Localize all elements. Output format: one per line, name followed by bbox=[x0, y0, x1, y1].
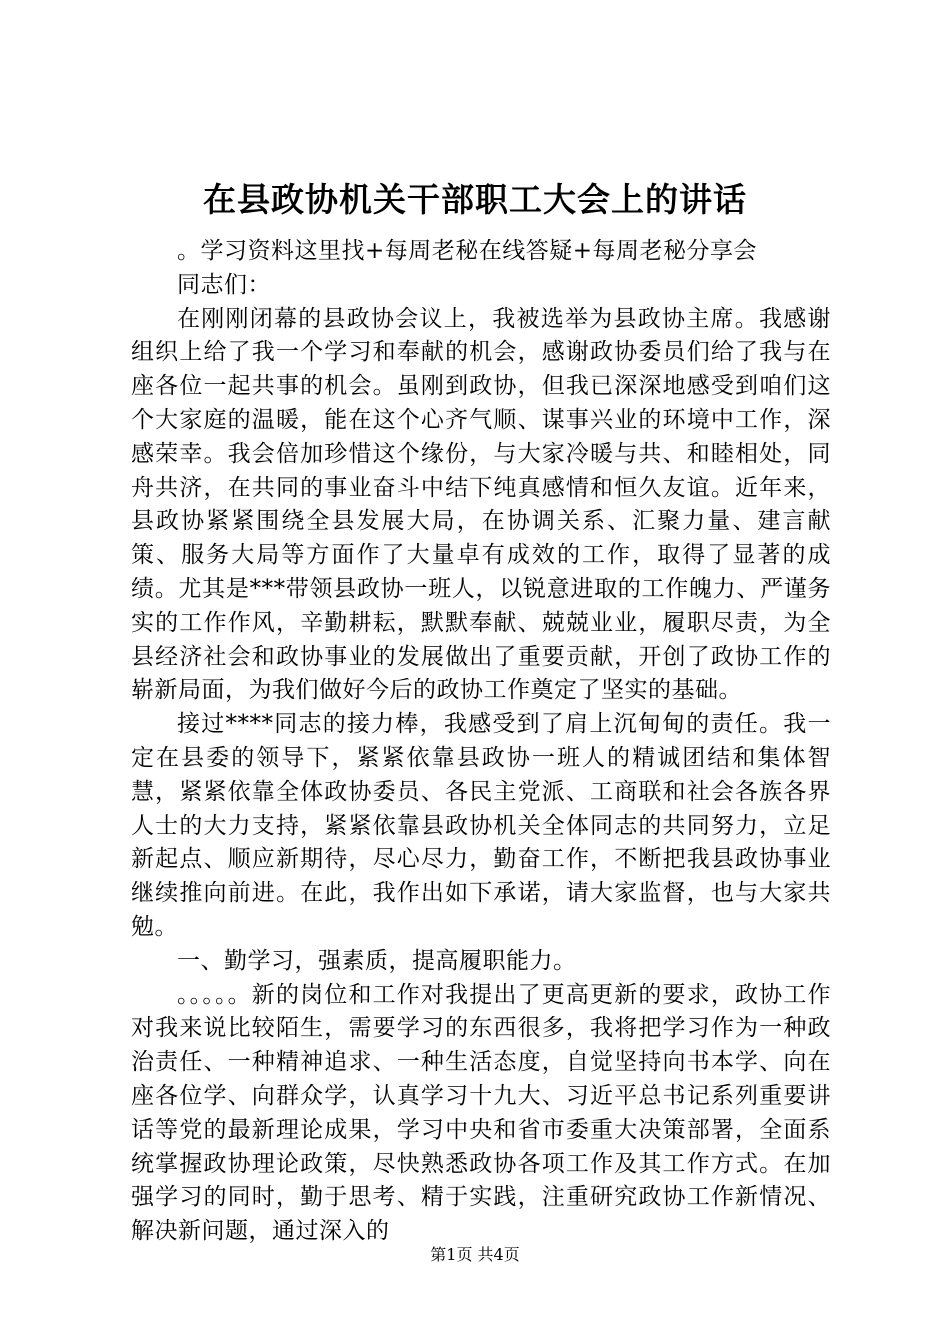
document-body bbox=[131, 235, 831, 1249]
study-material-note: 。学习资料这里找+每周老秘在线答疑+每周老秘分享会 bbox=[177, 238, 758, 264]
body-paragraph: 。。。。。新的岗位和工作对我提出了更高更新的要求，政协工作对我来说比较陌生，需要学习的东西很多，我将把学习作为一种政治责任、一种精神追求、一种生活态度，自觉坚持向书本学、向在座各位学、向群众学，认真学习十九大、习近平总书记系列重要讲话等党的最新理论成果，学习中央和省市委重大决策部署，全面系统掌握政协理论政策，尽快熟悉政协各项工作及其工作方式。在加强学习的同时，勤于思考、精于实践，注重研究政协工作新情况、解决新问题，通过深入的 bbox=[131, 981, 831, 1245]
body-paragraph: 接过****同志的接力棒，我感受到了肩上沉甸甸的责任。我一定在县委的领导下，紧紧依靠县政协一班人的精诚团结和集体智慧，紧紧依靠全体政协委员、各民主党派、工商联和社会各族各界人士的大力支持，紧紧依靠县政协机关全体同志的共同努力，立足新起点、顺应新期待，尽心尽力，勤奋工作，不断把我县政协事业继续推向前进。在此，我作出如下承诺，请大家监督，也与大家共勉。 bbox=[131, 711, 831, 940]
section-heading: 一、勤学习，强素质，提高履职能力。 bbox=[177, 947, 577, 974]
body-paragraph: 在刚刚闭幕的县政协会议上，我被选举为县政协主席。我感谢组织上给了我一个学习和奉献的机会，感谢政协委员们给了我与在座各位一起共事的机会。虽刚到政协，但我已深深地感受到咱们这个大家庭的温暖，能在这个心齐气顺、谋事兴业的环境中工作，深感荣幸。我会倍加珍惜这个缘份，与大家冷暖与共、和睦相处，同舟共济，在共同的事业奋斗中结下纯真感情和恒久友谊。近年来，县政协紧紧围绕全县发展大局，在协调关系、汇聚力量、建言献策、服务大局等方面作了大量卓有成效的工作，取得了显著的成绩。尤其是***带领县政协一班人，以锐意进取的工作魄力、严谨务实的工作作风，辛勤耕耘，默默奉献、兢兢业业，履职尽责，为全县经济社会和政协事业的发展做出了重要贡献，开创了政协工作的崭新局面，为我们做好今后的政协工作奠定了坚实的基础。 bbox=[131, 305, 831, 704]
salutation: 同志们： bbox=[177, 271, 271, 298]
page-number-footer: 第1页 共4页 bbox=[430, 1245, 520, 1264]
document-title: 在县政协机关干部职工大会上的讲话 bbox=[203, 180, 747, 219]
